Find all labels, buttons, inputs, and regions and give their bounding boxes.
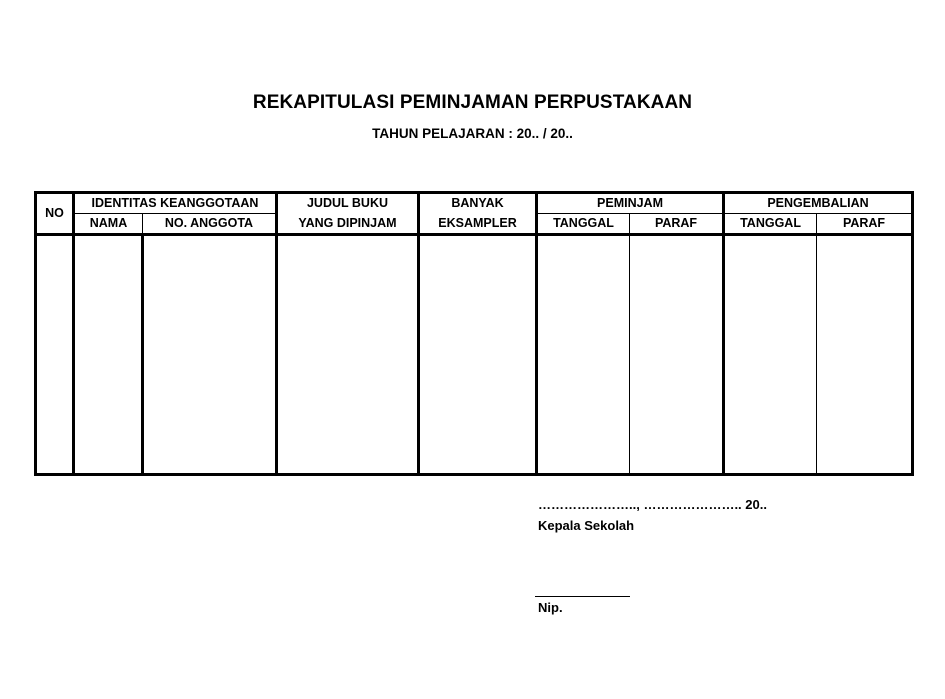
- recap-table: [34, 191, 914, 476]
- header-banyak-line2: EKSAMPLER: [419, 214, 537, 235]
- cell-no-anggota: [143, 235, 277, 475]
- signature-line: [535, 596, 630, 597]
- document-subtitle: TAHUN PELAJARAN : 20.. / 20..: [372, 126, 573, 141]
- header-pengembalian: PENGEMBALIAN: [724, 193, 913, 214]
- cell-judul-buku: [277, 235, 419, 475]
- header-no: NO: [36, 193, 74, 235]
- header-pengembalian-paraf: PARAF: [817, 214, 913, 235]
- cell-no: [36, 235, 74, 475]
- header-peminjam-tanggal: TANGGAL: [537, 214, 630, 235]
- header-banyak-line1: BANYAK: [419, 193, 537, 214]
- signature-role: Kepala Sekolah: [538, 518, 635, 533]
- header-peminjam-paraf: PARAF: [630, 214, 724, 235]
- header-peminjam: PEMINJAM: [537, 193, 724, 214]
- cell-pengembalian-tanggal: [724, 235, 817, 475]
- header-identitas: IDENTITAS KEANGGOTAAN: [74, 193, 277, 214]
- header-judul-line2: YANG DIPINJAM: [277, 214, 419, 235]
- cell-peminjam-tanggal: [537, 235, 630, 475]
- cell-banyak-eksampler: [419, 235, 537, 475]
- signature-nip: Nip.: [538, 600, 563, 615]
- cell-pengembalian-paraf: [817, 235, 913, 475]
- cell-nama: [74, 235, 143, 475]
- header-pengembalian-tanggal: TANGGAL: [724, 214, 817, 235]
- table-row: [36, 235, 913, 475]
- cell-peminjam-paraf: [630, 235, 724, 475]
- document-title: REKAPITULASI PEMINJAMAN PERPUSTAKAAN: [252, 92, 693, 113]
- header-nama: NAMA: [74, 214, 143, 235]
- signature-place-date: ………………….., ………………….. 20..: [538, 497, 767, 512]
- header-no-anggota: NO. ANGGOTA: [143, 214, 277, 235]
- header-judul-line1: JUDUL BUKU: [277, 193, 419, 214]
